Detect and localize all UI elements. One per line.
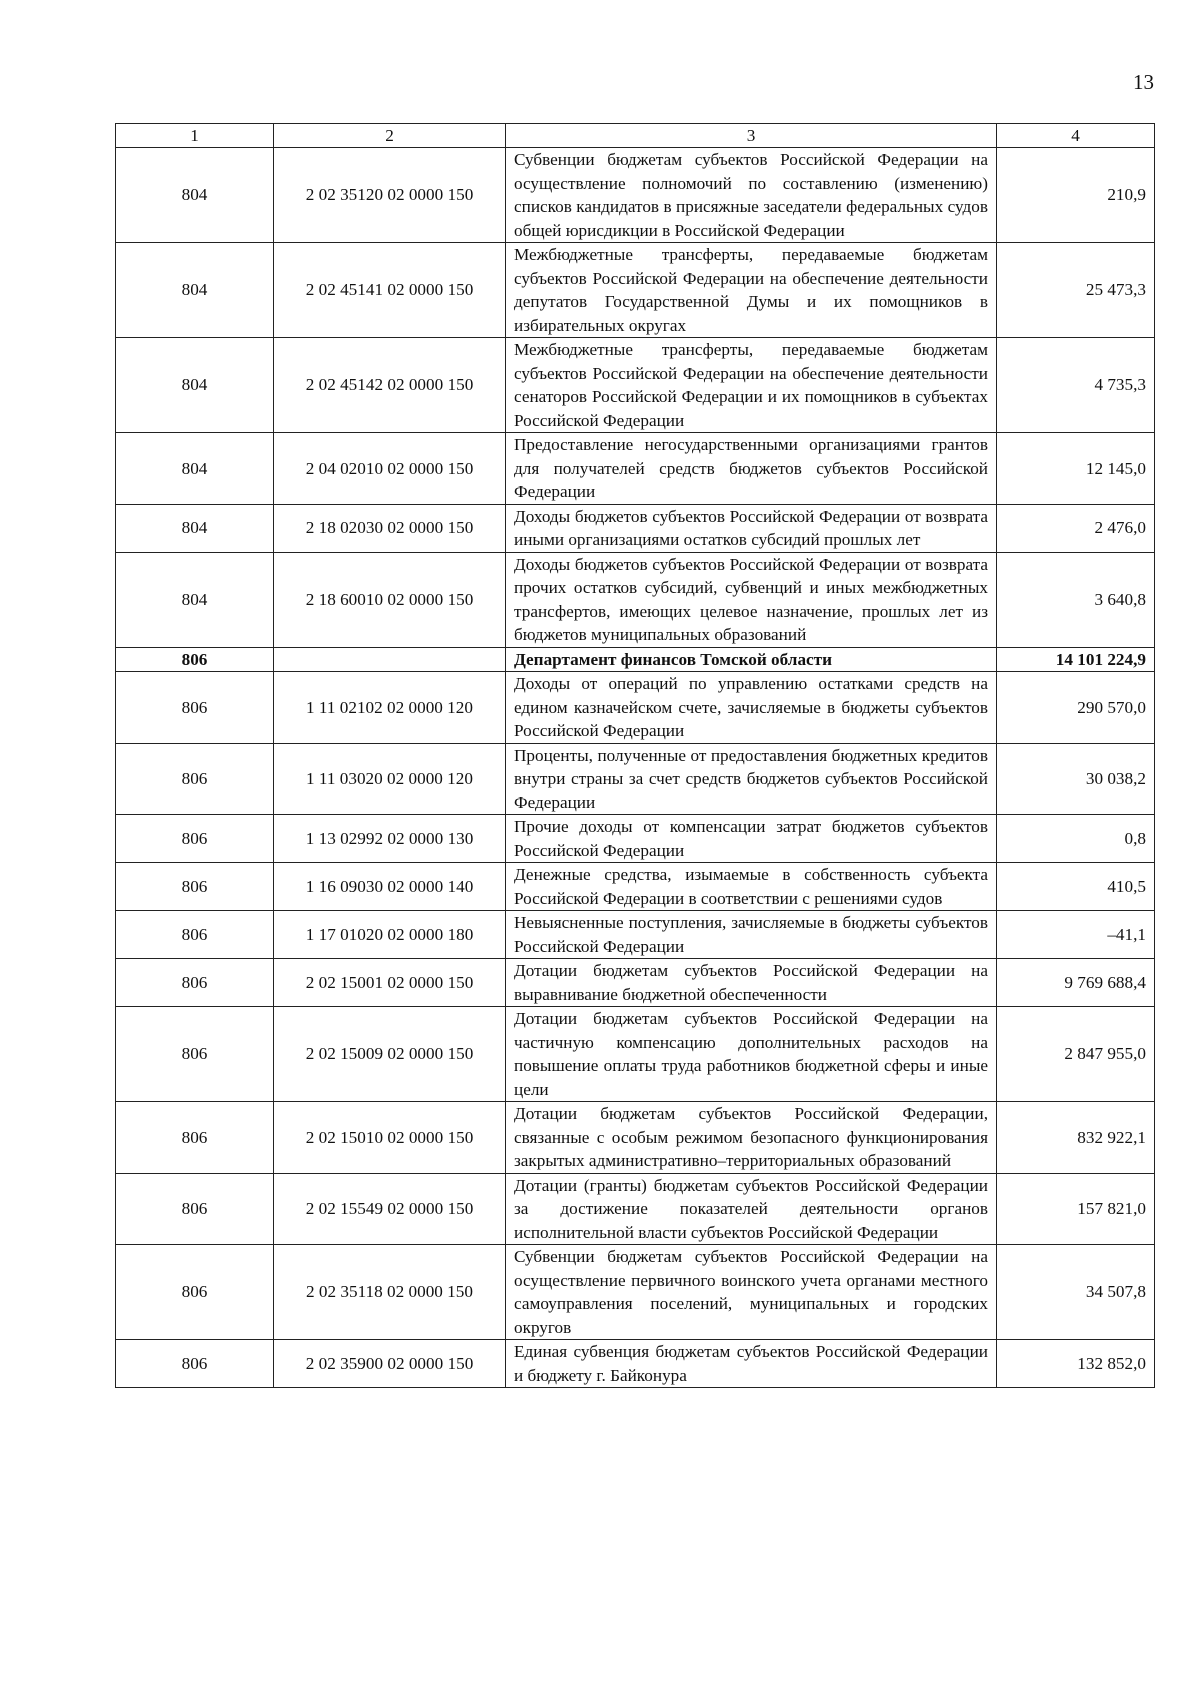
table-row xyxy=(116,552,1155,647)
revenue-name-cell: Доходы от операций по управлению остатками средств на едином казначейском счете, зачисляемые в бюджеты субъектов Российской Федерации xyxy=(506,672,997,744)
revenue-name-cell: Единая субвенция бюджетам субъектов Российской Федерации и бюджету г. Байконура xyxy=(506,1340,997,1388)
budget-classification-code-cell: 2 18 60010 02 0000 150 xyxy=(274,552,506,647)
budget-classification-code-cell: 1 16 09030 02 0000 140 xyxy=(274,863,506,911)
table-body xyxy=(116,148,1155,1388)
admin-code-cell: 804 xyxy=(116,433,274,505)
revenue-name-cell: Прочие доходы от компенсации затрат бюджетов субъектов Российской Федерации xyxy=(506,815,997,863)
budget-classification-code-cell: 1 11 02102 02 0000 120 xyxy=(274,672,506,744)
header-row xyxy=(116,124,1155,148)
revenue-name-cell: Проценты, полученные от предоставления бюджетных кредитов внутри страны за счет средств бюджетов субъектов Российской Федерации xyxy=(506,743,997,815)
amount-cell: 9 769 688,4 xyxy=(997,959,1155,1007)
revenue-name-cell: Доходы бюджетов субъектов Российской Федерации от возврата прочих остатков субсидий, субвенций и иных межбюджетных трансфертов, имеющих целевое назначение, прошлых лет из бюджетов муниципальных образований xyxy=(506,552,997,647)
budget-classification-code-cell xyxy=(274,647,506,672)
admin-code-cell: 806 xyxy=(116,815,274,863)
amount-cell: 3 640,8 xyxy=(997,552,1155,647)
revenue-name-cell: Межбюджетные трансферты, передаваемые бюджетам субъектов Российской Федерации на обеспечение деятельности сенаторов Российской Федерации и их помощников в субъектах Российской Федерации xyxy=(506,338,997,433)
amount-cell: 290 570,0 xyxy=(997,672,1155,744)
admin-code-cell: 804 xyxy=(116,338,274,433)
table-row xyxy=(116,1245,1155,1340)
table-row xyxy=(116,647,1155,672)
table-row xyxy=(116,433,1155,505)
table-row xyxy=(116,1340,1155,1388)
table-row xyxy=(116,672,1155,744)
table-row xyxy=(116,1007,1155,1102)
budget-classification-code-cell: 2 18 02030 02 0000 150 xyxy=(274,504,506,552)
admin-code-cell: 806 xyxy=(116,1340,274,1388)
budget-classification-code-cell: 2 02 15001 02 0000 150 xyxy=(274,959,506,1007)
amount-cell: 210,9 xyxy=(997,148,1155,243)
revenue-name-cell: Предоставление негосударственными организациями грантов для получателей средств бюджетов субъектов Российской Федерации xyxy=(506,433,997,505)
revenue-name-cell: Департамент финансов Томской области xyxy=(506,647,997,672)
amount-cell: 132 852,0 xyxy=(997,1340,1155,1388)
revenue-name-cell: Невыясненные поступления, зачисляемые в бюджеты субъектов Российской Федерации xyxy=(506,911,997,959)
header-col-3: 3 xyxy=(506,124,997,148)
table-header xyxy=(116,124,1155,148)
amount-cell: 2 476,0 xyxy=(997,504,1155,552)
budget-classification-code-cell: 2 04 02010 02 0000 150 xyxy=(274,433,506,505)
revenue-name-cell: Субвенции бюджетам субъектов Российской Федерации на осуществление первичного воинского учета органами местного самоуправления поселений, муниципальных и городских округов xyxy=(506,1245,997,1340)
admin-code-cell: 806 xyxy=(116,1245,274,1340)
revenue-name-cell: Дотации бюджетам субъектов Российской Федерации, связанные с особым режимом безопасного функционирования закрытых административно–территориальных образований xyxy=(506,1102,997,1174)
admin-code-cell: 804 xyxy=(116,243,274,338)
budget-classification-code-cell: 2 02 35118 02 0000 150 xyxy=(274,1245,506,1340)
table-row xyxy=(116,1173,1155,1245)
revenue-name-cell: Дотации бюджетам субъектов Российской Федерации на выравнивание бюджетной обеспеченности xyxy=(506,959,997,1007)
amount-cell: 34 507,8 xyxy=(997,1245,1155,1340)
header-col-2: 2 xyxy=(274,124,506,148)
amount-cell: 410,5 xyxy=(997,863,1155,911)
admin-code-cell: 806 xyxy=(116,1173,274,1245)
table-row xyxy=(116,504,1155,552)
amount-cell: 30 038,2 xyxy=(997,743,1155,815)
admin-code-cell: 806 xyxy=(116,647,274,672)
admin-code-cell: 806 xyxy=(116,1007,274,1102)
revenue-name-cell: Дотации (гранты) бюджетам субъектов Российской Федерации за достижение показателей деятельности органов исполнительной власти субъектов Российской Федерации xyxy=(506,1173,997,1245)
admin-code-cell: 806 xyxy=(116,1102,274,1174)
revenue-name-cell: Денежные средства, изымаемые в собственность субъекта Российской Федерации в соответствии с решениями судов xyxy=(506,863,997,911)
amount-cell: 4 735,3 xyxy=(997,338,1155,433)
budget-classification-code-cell: 2 02 15009 02 0000 150 xyxy=(274,1007,506,1102)
budget-classification-code-cell: 2 02 35120 02 0000 150 xyxy=(274,148,506,243)
budget-classification-code-cell: 2 02 35900 02 0000 150 xyxy=(274,1340,506,1388)
admin-code-cell: 804 xyxy=(116,552,274,647)
revenue-name-cell: Межбюджетные трансферты, передаваемые бюджетам субъектов Российской Федерации на обеспечение деятельности депутатов Государственной Думы и их помощников в избирательных округах xyxy=(506,243,997,338)
revenue-name-cell: Доходы бюджетов субъектов Российской Федерации от возврата иными организациями остатков субсидий прошлых лет xyxy=(506,504,997,552)
admin-code-cell: 806 xyxy=(116,863,274,911)
amount-cell: –41,1 xyxy=(997,911,1155,959)
amount-cell: 832 922,1 xyxy=(997,1102,1155,1174)
admin-code-cell: 806 xyxy=(116,911,274,959)
budget-classification-code-cell: 1 13 02992 02 0000 130 xyxy=(274,815,506,863)
table-row xyxy=(116,959,1155,1007)
revenue-name-cell: Дотации бюджетам субъектов Российской Федерации на частичную компенсацию дополнительных расходов на повышение оплаты труда работников бюджетной сферы и иные цели xyxy=(506,1007,997,1102)
table-row xyxy=(116,743,1155,815)
admin-code-cell: 806 xyxy=(116,743,274,815)
admin-code-cell: 806 xyxy=(116,959,274,1007)
page-number: 13 xyxy=(1133,70,1154,94)
amount-cell: 14 101 224,9 xyxy=(997,647,1155,672)
header-col-1: 1 xyxy=(116,124,274,148)
amount-cell: 157 821,0 xyxy=(997,1173,1155,1245)
table-row xyxy=(116,148,1155,243)
admin-code-cell: 806 xyxy=(116,672,274,744)
header-col-4: 4 xyxy=(997,124,1155,148)
budget-classification-code-cell: 2 02 15010 02 0000 150 xyxy=(274,1102,506,1174)
table-row xyxy=(116,815,1155,863)
amount-cell: 12 145,0 xyxy=(997,433,1155,505)
table-row xyxy=(116,911,1155,959)
table-row xyxy=(116,338,1155,433)
revenue-name-cell: Субвенции бюджетам субъектов Российской Федерации на осуществление полномочий по составлению (изменению) списков кандидатов в присяжные заседатели федеральных судов общей юрисдикции в Российской Федерации xyxy=(506,148,997,243)
admin-code-cell: 804 xyxy=(116,504,274,552)
amount-cell: 0,8 xyxy=(997,815,1155,863)
amount-cell: 2 847 955,0 xyxy=(997,1007,1155,1102)
admin-code-cell: 804 xyxy=(116,148,274,243)
table-row xyxy=(116,243,1155,338)
budget-classification-code-cell: 1 17 01020 02 0000 180 xyxy=(274,911,506,959)
budget-classification-code-cell: 2 02 45142 02 0000 150 xyxy=(274,338,506,433)
amount-cell: 25 473,3 xyxy=(997,243,1155,338)
table-row xyxy=(116,863,1155,911)
budget-classification-code-cell: 2 02 15549 02 0000 150 xyxy=(274,1173,506,1245)
revenue-table xyxy=(115,123,1155,1388)
budget-classification-code-cell: 2 02 45141 02 0000 150 xyxy=(274,243,506,338)
table-row xyxy=(116,1102,1155,1174)
budget-classification-code-cell: 1 11 03020 02 0000 120 xyxy=(274,743,506,815)
